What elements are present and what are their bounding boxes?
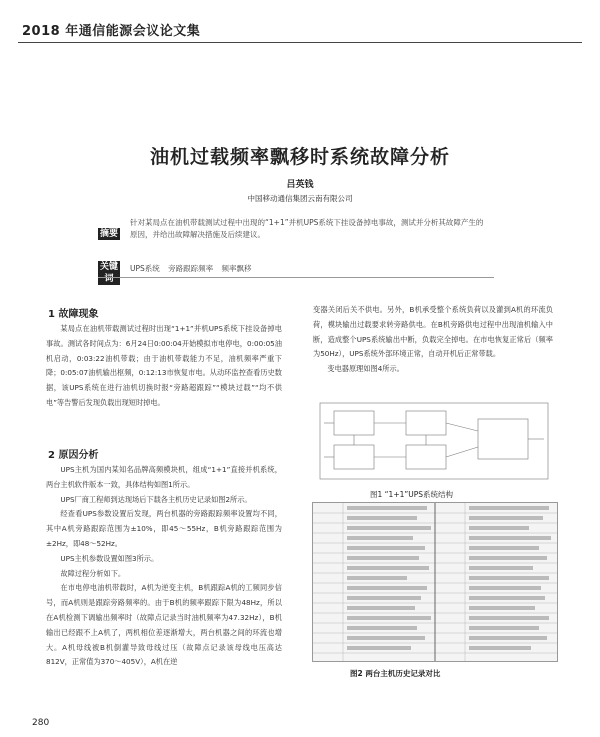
running-header: 2018 年通信能源会议论文集 [22, 24, 201, 39]
abstract-label: 摘要 [99, 229, 118, 239]
paragraph: 经查看UPS参数设置后发现，两台机器的旁路跟踪频率设置均不同，其中A机旁路跟踪范围为±10%，即45～55Hz，B机旁路跟踪范围为±2Hz，即48～52Hz。 [46, 509, 282, 548]
paragraph: 在市电停电油机带载时，A机为逆变主机，B机跟踪A机的工频同步信号，而A机则是跟踪旁路频率的。由于B机的频率跟踪下限为48Hz，所以在A机检测下调输出频率时（故障点记录当时油机频率为47.32Hz），B机输出已经跟不上A机了，两机相位差逐渐增大，两台机器之间的环流也增大。A机母线被B机倒灌导致母线过压（故障点记录该母线电压高达812V，正常值为370～405V），A机在逆 [46, 583, 282, 667]
author: 吕英钱 [286, 180, 314, 190]
paragraph: 故障过程分析如下。 [60, 568, 126, 578]
keywords-text: UPS系统 旁路跟踪频率 频率飘移 [130, 264, 252, 273]
paragraph: 变电器原理如图4所示。 [327, 364, 404, 374]
keywords-label: 关键词 [99, 262, 118, 284]
abstract-text: 针对某局点在油机带载测试过程中出现的“1+1”并机UPS系统下挂设备掉电事故，测试并分析其故障产生的原因，并给出故障解决措施及后续建议。 [130, 218, 484, 239]
paragraph: 某局点在油机带载测试过程时出现“1+1”并机UPS系统下挂设备掉电事故。测试各时间点为：6月24日0:00:04开始模拟市电停电，0:00:05油机启动，0:03:22油机带载；由于油机带载能力不足，油机频率严重下降；0:05:07油机输出枢频，0:12:13市恢复市电。从动环监控查看历史数据，该UPS系统在进行油机切换时报“旁路超跟踪”“模块过载”“均不供电”等告警后发现负载出现短时掉电。 [46, 324, 282, 407]
figure-1-caption: 图1 “1+1”UPS系统结构 [370, 490, 454, 499]
section-heading-1: 1 故障现象 [48, 309, 99, 320]
right-column-text [313, 303, 553, 377]
figure-1-diagram [314, 397, 554, 485]
left-column-sec1 [46, 322, 282, 411]
figure-2-table [312, 502, 558, 662]
header-rule [18, 42, 582, 43]
paragraph: UPS主机为国内某知名品牌高频模块机，组成“1+1”直接并机系统，两台主机软件版本一致，具体结构如图1所示。 [46, 465, 282, 489]
left-column-sec2 [46, 463, 282, 670]
keywords-rule [98, 277, 494, 278]
page-number: 280 [32, 718, 50, 728]
section-heading-2: 2 原因分析 [48, 450, 99, 461]
paragraph: UPS主机参数设置如图3所示。 [60, 553, 159, 563]
affiliation: 中国移动通信集团云南有限公司 [247, 194, 353, 203]
paper-title: 油机过载频率飘移时系统故障分析 [149, 146, 450, 168]
paragraph: 变器关闭后关不供电。另外，B机承受整个系统负荷以及灌到A机的环流负荷，模块输出过载要求转旁路供电。在B机旁路供电过程中出现油机输入中断，造成整个UPS系统输出中断，负载完全掉电。在市电恢复正常后（频率为50Hz），UPS系统外部环境正常，自动开机后正常带载。 [313, 305, 553, 359]
paragraph: UPS厂商工程师到达现场后下载各主机历史记录如图2所示。 [60, 494, 252, 504]
figure-2-caption: 图2 两台主机历史记录对比 [350, 669, 441, 678]
